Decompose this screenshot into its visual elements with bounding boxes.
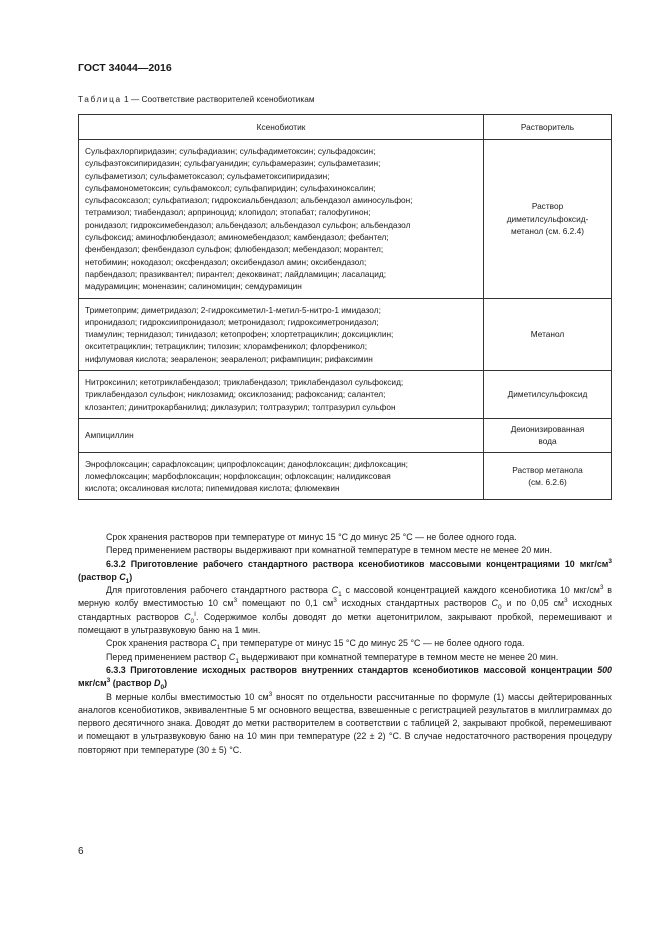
xenobiotic-cell [79,371,484,419]
table-row [79,452,612,500]
xenobiotic-line: ипронидазол; гидроксиипронидазол; метронидазол; гидроксиметронидазол; [85,316,379,327]
symbol: С [491,598,498,609]
xenobiotic-line: ломефлоксацин; марбофлоксацин; норфлоксацин; офлоксацин; налидиксовая [85,470,391,481]
xenobiotic-line: тиамулин; тернидазол; тинидазол; кетопрофен; хлортетрациклин; доксициклин; [85,329,394,340]
heading-text: (раствор [78,571,120,582]
text-run: Перед применением раствор [106,651,229,662]
xenobiotic-line: Сульфахлорпиридазин; сульфадиазин; сульфадиметоксин; сульфадоксин; [85,146,376,156]
xenobiotic-line: Триметоприм; диметридазол; 2-гидроксиметил-1-метил-5-нитро-1 имидазол; [85,304,381,315]
solvent-cell [484,140,612,299]
table-row [79,418,612,452]
text-run: исходных стандартных растворов [78,598,613,622]
superscript: 3 [268,690,273,698]
symbol: С [210,638,217,649]
text-run: с массовой концентрацией каждого ксенобиотика 10 мкг/см [341,585,600,596]
text-run: выдерживают при комнатной температуре в темном месте не менее 20 мин. [238,651,559,662]
subscript: 0 [160,684,165,692]
column-header-xenobiotic: Ксенобиотик [79,115,484,140]
paragraph-before-use-solutions: Перед применением растворы выдерживают при комнатной температуре в темном месте не менее 20 мин. [106,545,553,556]
xenobiotic-line: окситетрациклин; тетрациклин; тилозин; хлорамфеникол; флорфеникол; [85,341,368,352]
xenobiotic-line: сульфоксид; аминофлюбендазол; аминомебендазол; камбендазол; фебантел; [85,232,389,243]
solvents-table [78,114,612,500]
text-run: помещают по 0,1 см [237,598,334,609]
symbol: D [154,678,161,689]
subscript: 1 [125,577,130,585]
symbol: С [331,585,339,596]
paragraph-internal-standards [78,691,612,757]
xenobiotic-line: триклабендазол сульфон; никлозамид; оксиклозанид; рафоксанид; салантел; [85,389,386,400]
superscript: 3 [333,597,337,605]
symbol: С [119,571,126,582]
solvent-line: диметилсульфоксид- [506,213,589,224]
number: 500 [597,664,612,675]
table-body [79,140,612,500]
xenobiotic-line: ронидазол; гидроксимебендазол; альбендазол; альбендазол сульфон; альбендазол [85,219,411,230]
symbol: С [228,651,236,662]
text-run: В мерные колбы вместимостью 10 см [106,691,269,702]
xenobiotic-line: парбендазол; празиквантел; пирантел; декоквинат; лайдламицин; ласалацид; [85,268,387,279]
xenobiotic-cell [79,298,484,370]
xenobiotic-line: Ампициллин [85,430,134,441]
solvent-cell [484,452,612,500]
solvent-line: Деионизированная [510,423,585,434]
heading-text: 6.3.2 Приготовление рабочего стандартного раствора ксенобиотиков массовыми концентрациями 10 мкг/см [106,558,609,569]
solvent-line: (см. 6.2.6) [528,476,567,487]
table-caption [78,94,315,104]
text-run: Срок хранения раствора [106,638,211,649]
solvent-line: Раствор [531,201,564,212]
xenobiotic-line: Энрофлоксацин; сарафлоксацин; ципрофлоксацин; данофлоксацин; дифлоксацин; [85,458,408,469]
subscript: 0 [190,617,195,625]
heading-text: мкг/см [78,678,107,689]
text-run: в мерную колбу вместимостью 10 см [78,585,612,609]
table-row [79,140,612,299]
xenobiotic-line: мадурамицин; моненазин; салиномицин; семдурамицин [85,281,302,292]
xenobiotic-line: фенбендазол; фенбендазол сульфон; флюбендазол; мебендазол; морантел; [85,244,384,255]
column-header-solvent: Растворитель [484,115,612,140]
heading-text: 6.3.3 Приготовление исходных растворов внутренних стандартов ксенобиотиков массовой концентрации [106,664,598,675]
paragraph-storage-solutions: Срок хранения растворов при температуре от минус 15 °С до минус 25 °С — не более одного года. [106,532,517,542]
subscript: 0 [497,604,502,612]
standard-header: ГОСТ 34044—2016 [78,62,172,74]
xenobiotic-line: нифлумовая кислота; зеараленон; зеараленол; рифампицин; рифаксимин [85,353,373,364]
paragraph-before-use-c1 [78,651,612,664]
text-run: вносят по отдельности рассчитанные по формуле (1) массы дейтерированных аналогов ксенобиотиков, эквивалентные 5 мг основного вещества, взвешенные с регистрацией результатов в миллиграммах до первого десятичного знака. Доводят до метки растворителем в соответствии с таблицей 2, закрывают пробкой, перемешивают и помещают в ультразвуковую баню на 10 мин при температуре (22 ± 2) °С. В случае недостаточного растворения процедуру повторяют при температуре (30 ± 5) °С. [78,691,612,755]
xenobiotic-line: сульфаметизол; сульфаметоксазол; сульфаметоксипиридазин; [85,170,330,181]
table-row [79,298,612,370]
symbol: С [184,611,191,622]
table-row [79,371,612,419]
text-run: . Содержимое колбы доводят до метки ацетонитрилом, закрывают пробкой, перемешивают и помещают в ультразвуковую баню на 1 мин. [78,611,612,636]
body-text [78,531,612,757]
text-run: Для приготовления рабочего стандартного раствора [106,585,332,596]
text-run: и по 0,05 см [501,598,565,609]
subscript: 1 [216,644,221,652]
xenobiotic-line: Нитроксинил; кетотриклабендазол; триклабендазол; триклабендазол сульфоксид; [85,377,404,388]
table-caption-text: 1 — Соответствие растворителей ксенобиотикам [121,94,315,104]
solvent-cell [484,298,612,370]
xenobiotic-line: кислота; оксалиновая кислота; пипемидовая кислота; флюмеквин [85,483,340,494]
xenobiotic-cell [79,140,484,299]
heading-text: (раствор [110,678,155,689]
xenobiotic-line: нетобимин; нокодазол; оксфендазол; оксибендазол амин; оксибендазол; [85,256,367,267]
solvent-line: вода [538,436,557,447]
xenobiotic-line: клозантел; динитрокарбанилид; диклазурил; толтразурил; толтразурил сульфон [85,401,396,412]
paragraph-working-solution [78,584,612,637]
superscript: 3 [599,584,604,592]
xenobiotic-line: тетрамизол; тиабендазол; арприноцид; клопидол; этопабат; галофугинон; [85,207,371,218]
subscript: 1 [235,657,239,665]
superscript: 3 [564,597,568,605]
solvent-line: Раствор метанола [512,464,583,475]
xenobiotic-line: сульфаэтоксипиридазин; сульфагуанидин; сульфамеразин; сульфаметазин; [85,158,381,169]
superscript: 3 [233,597,238,605]
table-header-row [79,115,612,140]
table-caption-word: Таблица [78,94,122,104]
solvent-line: Метанол [530,329,565,340]
section-heading-6-3-2 [78,558,612,585]
xenobiotic-cell [79,452,484,500]
superscript: 3 [106,677,111,685]
superscript: I [194,610,196,618]
paragraph-storage-c1 [78,637,612,650]
solvent-line: Диметилсульфоксид [507,389,588,400]
page-number: 6 [78,846,84,857]
xenobiotic-line: сульфамонометоксин; сульфамоксол; сульфапиридин; сульфахиноксалин; [85,182,376,193]
text-run: исходных стандартных растворов [336,598,492,609]
heading-text: ) [164,678,168,689]
section-heading-6-3-3 [78,664,612,691]
text-run: при температуре от минус 15 °С до минус 25 °С — не более одного года. [220,638,525,649]
solvent-cell [484,418,612,452]
xenobiotic-line: сульфасоксазол; сульфатиазол; гидроксиальбендазол; альбендазол аминосульфон; [85,195,413,206]
xenobiotic-cell [79,418,484,452]
superscript: 3 [608,557,612,565]
solvent-line: метанол (см. 6.2.4) [511,225,584,236]
solvent-cell [484,371,612,419]
subscript: 1 [338,590,342,598]
heading-text: ) [129,571,133,582]
